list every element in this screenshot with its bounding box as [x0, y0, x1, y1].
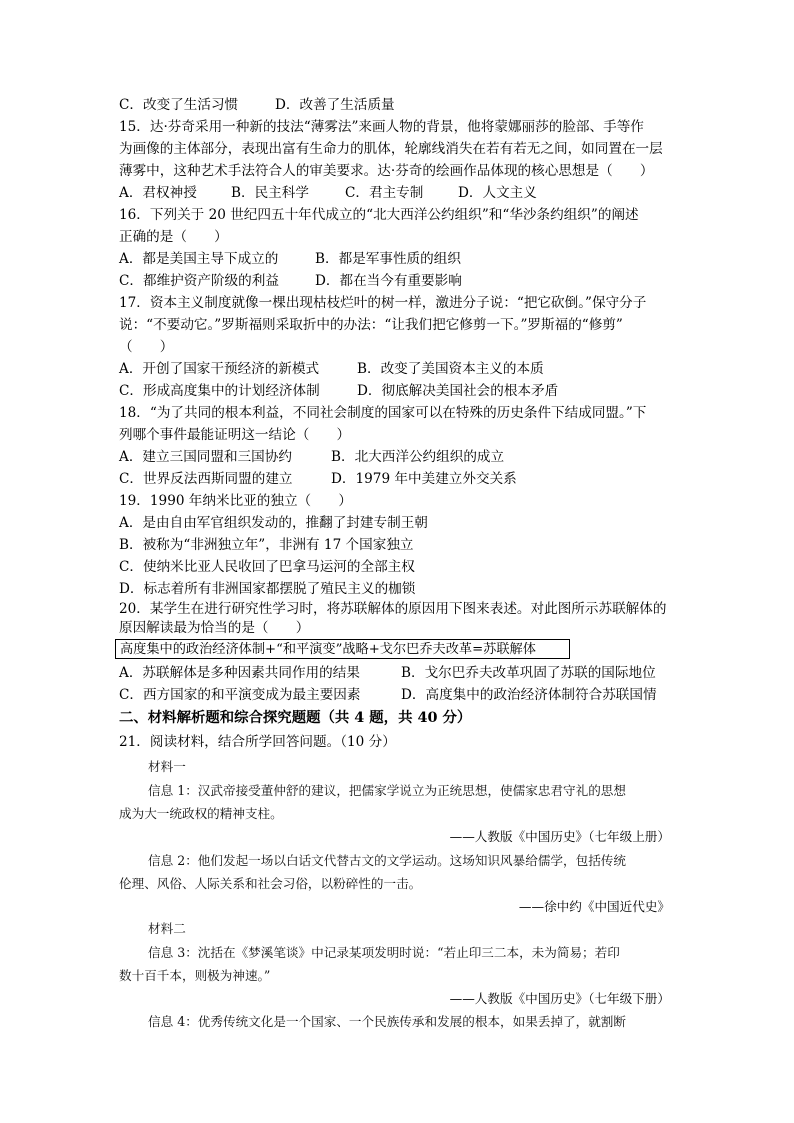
q18-options-cd — [119, 468, 517, 490]
q16-options-ab — [119, 248, 461, 270]
q18-options-ab — [119, 446, 504, 468]
q17-stem-line-3: （ ） — [119, 339, 174, 355]
q15-stem-line-2: 为画像的主体部分，表现出富有生命力的肌体，轮廓线消失在若有若无之间，如同置在一层 — [119, 141, 663, 157]
q16-stem-line-1: 16．下列关于 20 世纪四五十年代成立的“北大西洋公约组织”和“华沙条约组织”的阐述 — [119, 207, 639, 223]
q20-option-d: D．高度集中的政治经济体制符合苏联国情 — [401, 687, 657, 703]
q20-stem-line-2: 原因解读最为恰当的是（ ） — [119, 620, 310, 636]
q20-option-c: C．西方国家的和平演变成为最主要因素 — [119, 687, 361, 703]
q17-option-b: B．改变了美国资本主义的本质 — [357, 361, 544, 377]
q19-option-a: A．是由自由军官组织发动的，推翻了封建专制王朝 — [119, 515, 428, 531]
q20-option-a: A．苏联解体是多种因素共同作用的结果 — [119, 665, 360, 681]
q18-stem-line-1: 18．“为了共同的根本利益，不同社会制度的国家可以在特殊的历史条件下结成同盟。”下 — [119, 405, 647, 421]
q19-option-b: B．被称为“非洲独立年”，非洲有 17 个国家独立 — [119, 537, 414, 553]
q21-source-2: ——徐中约《中国近代史》 — [518, 899, 670, 914]
q21-info-1-line-1: 信息 1：汉武帝接受董仲舒的建议，把儒家学说立为正统思想，使儒家忠君守礼的思想 — [148, 783, 626, 798]
section-title: 二、材料解析题和综合探究题题（共 4 题，共 40 分） — [119, 709, 472, 726]
q17-stem-line-2: 说：“不要动它。”罗斯福则采取折中的办法：“让我们把它修剪一下。”罗斯福的“修剪” — [119, 317, 623, 333]
q16-option-c: C．都维护资产阶级的利益 — [119, 273, 279, 289]
q17-options-cd — [119, 380, 558, 402]
q15-option-c: C．君主专制 — [345, 185, 424, 201]
q17-option-a: A．开创了国家干预经济的新模式 — [119, 361, 320, 377]
q21-info-2-line-1: 信息 2：他们发起一场以白话文代替古文的文学运动。这场知识风暴给儒学，包括传统 — [148, 853, 626, 868]
q21-info-2-line-2: 伦理、风俗、人际关系和社会习俗，以粉碎性的一击。 — [119, 876, 422, 891]
q21-source-3: ——人教版《中国历史》（七年级下册） — [449, 991, 670, 1006]
q18-stem-line-2: 列哪个事件最能证明这一结论（ ） — [119, 427, 351, 443]
q21-intro: 21．阅读材料，结合所学回答问题。（10 分） — [119, 734, 396, 750]
q17-stem-line-1: 17．资本主义制度就像一棵出现枯枝烂叶的树一样，激进分子说：“把它砍倒。”保守分子 — [119, 295, 647, 311]
q19-stem: 19．1990 年纳米比亚的独立（ ） — [119, 493, 352, 509]
q15-option-a: A．君权神授 — [119, 185, 197, 201]
q16-option-d: D．都在当今有重要影响 — [315, 273, 462, 289]
q18-option-b: B．北大西洋公约组织的成立 — [331, 449, 505, 465]
q21-source-1: ——人教版《中国历史》（七年级上册） — [449, 829, 670, 844]
q16-stem-line-2: 正确的是（ ） — [119, 229, 228, 245]
q16-option-b: B．都是军事性质的组织 — [315, 251, 461, 267]
q15-stem-line-1: 15．达·芬奇采用一种新的技法“薄雾法”来画人物的背景，他将蒙娜丽莎的脸部、手等作 — [119, 119, 644, 135]
q20-options-cd — [119, 684, 657, 706]
q14-option-c: C．改变了生活习惯 — [119, 97, 239, 113]
q21-info-1-line-2: 成为大一统政权的精神支柱。 — [119, 806, 283, 821]
q15-option-d: D．人文主义 — [458, 185, 537, 201]
q21-info-4-line-1: 信息 4：优秀传统文化是一个国家、一个民族传承和发展的根本，如果丢掉了，就割断 — [148, 1014, 626, 1029]
q17-options-ab — [119, 358, 544, 380]
q19-option-c: C．使纳米比亚人民收回了巴拿马运河的全部主权 — [119, 559, 415, 575]
q20-options-ab — [119, 662, 656, 684]
q20-stem-line-1: 20．某学生在进行研究性学习时，将苏联解体的原因用下图来表述。对此图所示苏联解体的 — [119, 601, 667, 617]
q14-option-d: D．改善了生活质量 — [275, 97, 395, 113]
q15-option-b: B．民主科学 — [231, 185, 309, 201]
q15-options — [119, 182, 537, 204]
q19-option-d: D．标志着所有非洲国家都摆脱了殖民主义的枷锁 — [119, 581, 416, 597]
q20-formula-box: 高度集中的政治经济体制+“和平演变”战略+戈尔巴乔夫改革=苏联解体 — [115, 639, 570, 659]
q15-stem-line-3: 薄雾中，这种艺术手法符合人的审美要求。达·芬奇的绘画作品体现的核心思想是（ ） — [119, 163, 654, 179]
q16-option-a: A．都是美国主导下成立的 — [119, 251, 279, 267]
q21-material-2-label: 材料二 — [148, 921, 186, 936]
q14-options-cd — [119, 94, 395, 116]
q18-option-d: D．1979 年中美建立外交关系 — [331, 471, 517, 487]
q18-option-a: A．建立三国同盟和三国协约 — [119, 449, 292, 465]
q21-material-1-label: 材料一 — [148, 759, 186, 774]
q17-option-d: D．彻底解决美国社会的根本矛盾 — [357, 383, 559, 399]
q21-info-3-line-1: 信息 3：沈括在《梦溪笔谈》中记录某项发明时说：“若止印三二本，未为简易；若印 — [148, 945, 620, 960]
q21-info-3-line-2: 数十百千本，则极为神速。” — [119, 968, 271, 983]
q16-options-cd — [119, 270, 462, 292]
q18-option-c: C．世界反法西斯同盟的建立 — [119, 471, 293, 487]
q17-option-c: C．形成高度集中的计划经济体制 — [119, 383, 320, 399]
q20-option-b: B．戈尔巴乔夫改革巩固了苏联的国际地位 — [401, 665, 656, 681]
